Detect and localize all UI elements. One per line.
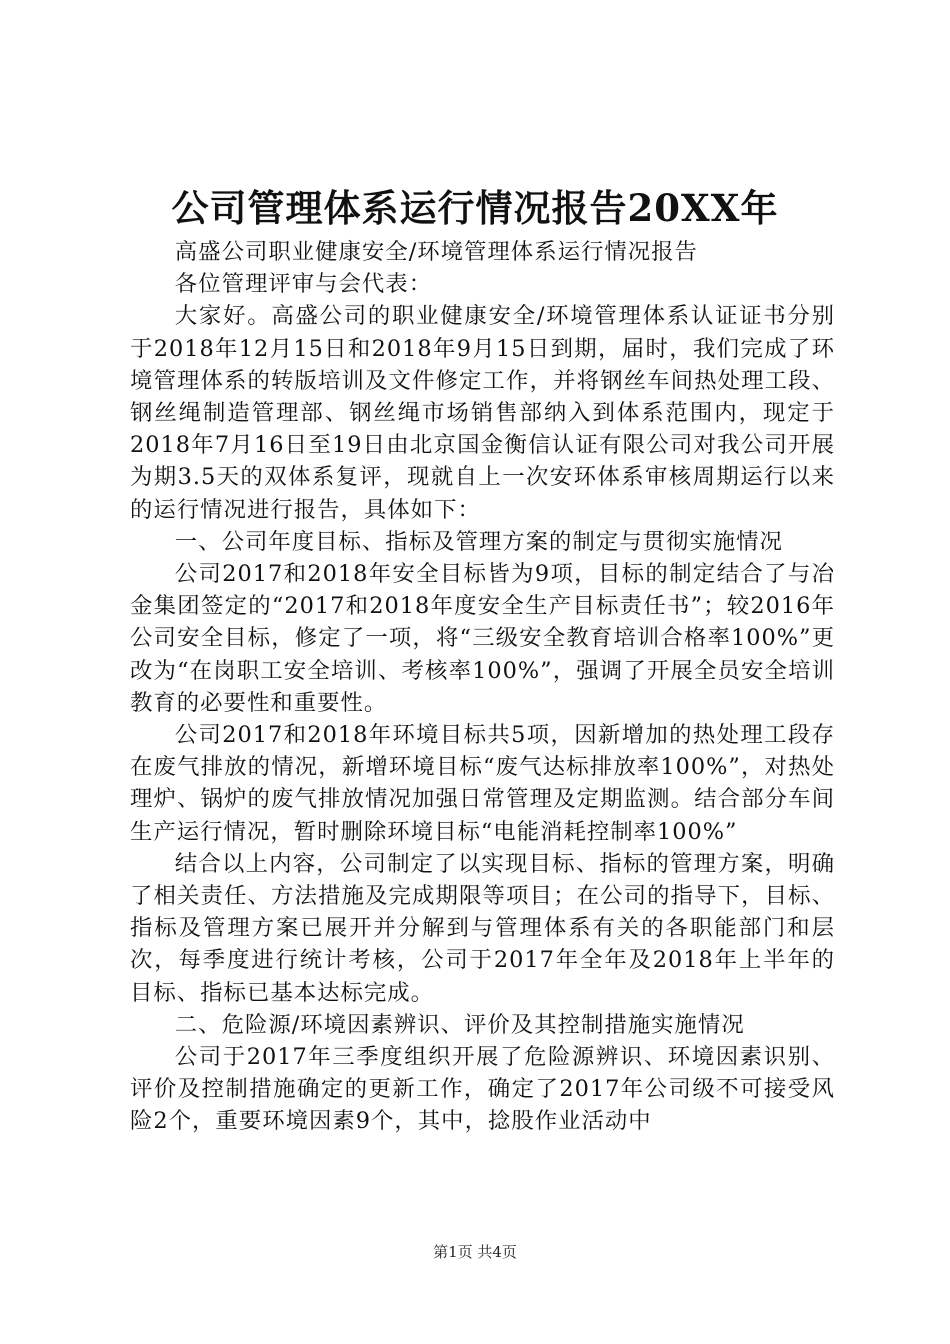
section-heading-2: 二、危险源/环境因素辨识、评价及其控制措施实施情况 bbox=[174, 1011, 745, 1038]
paragraph-management-plan: 结合以上内容，公司制定了以实现目标、指标的管理方案，明确了相关责任、方法措施及完成期限等项目；在公司的指导下，目标、指标及管理方案已展开并分解到与管理体系有关的各职能部门和层次，每季度进行统计考核，公司于2017年全年及2018年上半年的目标、指标已基本达标完成。 bbox=[130, 850, 835, 1006]
paragraph-intro: 大家好。高盛公司的职业健康安全/环境管理体系认证证书分别于2018年12月15日和2018年9月15日到期，届时，我们完成了环境管理体系的转版培训及文件修定工作，并将钢丝车间热处理工段、钢丝绳制造管理部、钢丝绳市场销售部纳入到体系范围内，现定于2018年7月16日至19日由北京国金衡信认证有限公司对我公司开展为期3.5天的双体系复评，现就自上一次安环体系审核周期运行以来的运行情况进行报告，具体如下： bbox=[130, 303, 835, 523]
paragraph-subtitle: 高盛公司职业健康安全/环境管理体系运行情况报告 bbox=[174, 239, 698, 265]
paragraph-salutation: 各位管理评审与会代表： bbox=[174, 271, 433, 298]
paragraph-environment-targets: 公司2017和2018年环境目标共5项，因新增加的热处理工段存在废气排放的情况，新增环境目标“废气达标排放率100%”，对热处理炉、锅炉的废气排放情况加强日常管理及定期监测。结合部分车间生产运行情况，暂时删除环境目标“电能消耗控制率100%” bbox=[130, 722, 835, 845]
document-body bbox=[130, 236, 835, 1138]
paragraph-hazard-identification: 公司于2017年三季度组织开展了危险源辨识、环境因素识别、评价及控制措施确定的更新工作，确定了2017年公司级不可接受风险2个，重要环境因素9个，其中，捻股作业活动中 bbox=[130, 1044, 835, 1135]
document-title: 公司管理体系运行情况报告20XX年 bbox=[171, 186, 779, 230]
page-number-footer: 第1页 共4页 bbox=[433, 1243, 517, 1261]
section-heading-1: 一、公司年度目标、指标及管理方案的制定与贯彻实施情况 bbox=[174, 528, 783, 555]
paragraph-safety-targets: 公司2017和2018年安全目标皆为9项，目标的制定结合了与冶金集团签定的“2017和2018年度安全生产目标责任书”；较2016年公司安全目标，修定了一项，将“三级安全教育培训合格率100%”更改为“在岗职工安全培训、考核率100%”，强调了开展全员安全培训教育的必要性和重要性。 bbox=[130, 561, 835, 716]
